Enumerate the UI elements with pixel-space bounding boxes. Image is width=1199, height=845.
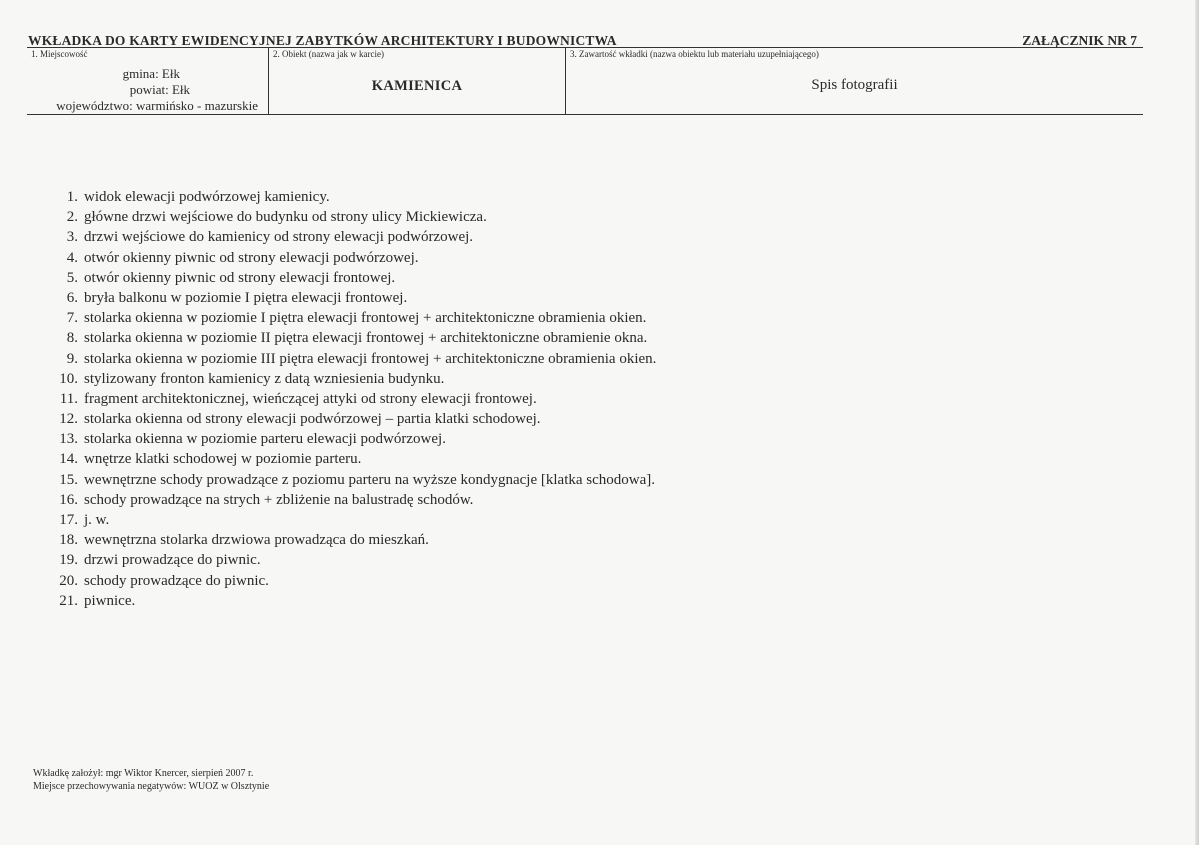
annex-number: ZAŁĄCZNIK NR 7 <box>1022 33 1137 48</box>
list-item <box>44 187 656 207</box>
footer-notes <box>33 767 269 793</box>
list-item <box>44 409 656 429</box>
item-text: otwór okienny piwnic od strony elewacji frontowej. <box>84 269 396 286</box>
list-item <box>44 248 656 268</box>
list-item <box>44 328 656 348</box>
item-text: piwnice. <box>84 592 136 609</box>
location-cell <box>27 48 269 114</box>
item-text: stolarka okienna od strony elewacji podwórzowej – partia klatki schodowej. <box>84 411 541 428</box>
item-text: drzwi prowadzące do piwnic. <box>84 552 261 569</box>
item-number: 7. <box>66 310 78 327</box>
item-text: wewnętrzne schody prowadzące z poziomu parteru na wyższe kondygnacje [klatka schodowa]. <box>84 471 656 488</box>
list-item <box>44 207 656 227</box>
item-text: j. w. <box>84 512 110 528</box>
list-item <box>44 550 656 570</box>
negatives-location-note: Miejsce przechowywania negatywów: WUOZ w Olsztynie <box>33 781 270 792</box>
object-cell <box>269 48 566 114</box>
gmina-value: gmina: Ełk <box>122 66 180 81</box>
content-name: Spis fotografii <box>811 77 898 93</box>
list-item <box>44 369 656 389</box>
item-text: stolarka okienna w poziomie II piętra elewacji frontowej + architektoniczne obramienie okna. <box>84 330 648 347</box>
item-text: schody prowadzące do piwnic. <box>84 572 269 589</box>
list-item <box>44 308 656 328</box>
item-text: bryła balkonu w poziomie I piętra elewacji frontowej. <box>84 289 408 306</box>
item-text: wewnętrzna stolarka drzwiowa prowadząca do mieszkań. <box>84 532 429 549</box>
item-text: stolarka okienna w poziomie I piętra elewacji frontowej + architektoniczne obramienia okien. <box>84 310 647 327</box>
item-text: stylizowany fronton kamienicy z datą wzniesienia budynku. <box>84 370 445 387</box>
photo-list <box>44 187 656 611</box>
item-number: 6. <box>66 289 78 306</box>
item-number: 3. <box>66 229 78 246</box>
object-name: KAMIENICA <box>371 78 463 94</box>
list-item <box>44 268 656 288</box>
item-number: 10. <box>59 370 78 387</box>
item-number: 18. <box>59 532 78 549</box>
wojewodztwo-value: województwo: warmińsko - mazurskie <box>56 98 258 113</box>
list-item <box>44 429 656 449</box>
list-item <box>44 571 656 591</box>
item-text: schody prowadzące na strych + zbliżenie na balustradę schodów. <box>84 491 474 508</box>
header-table <box>27 47 1143 115</box>
list-item <box>44 510 656 530</box>
item-number: 11. <box>59 390 78 407</box>
item-number: 20. <box>59 572 78 589</box>
scan-edge-shadow <box>1195 0 1199 845</box>
item-number: 15. <box>59 471 78 488</box>
list-item <box>44 349 656 369</box>
content-label: 3. Zawartość wkładki (nazwa obiektu lub materiału uzupełniającego) <box>570 49 819 59</box>
item-number: 9. <box>66 350 78 367</box>
item-number: 5. <box>66 269 78 286</box>
item-text: fragment architektonicznej, wieńczącej attyki od strony elewacji frontowej. <box>84 390 537 407</box>
item-text: wnętrze klatki schodowej w poziomie parteru. <box>84 451 362 468</box>
item-number: 12. <box>59 411 78 428</box>
item-text: otwór okienny piwnic od strony elewacji podwórzowej. <box>84 249 419 266</box>
item-text: drzwi wejściowe do kamienicy od strony elewacji podwórzowej. <box>84 229 474 246</box>
list-item <box>44 591 656 611</box>
item-number: 21. <box>59 592 78 609</box>
item-number: 17. <box>59 512 78 528</box>
list-item <box>44 490 656 510</box>
item-text: stolarka okienna w poziomie III piętra elewacji frontowej + architektoniczne obramienia okien. <box>84 350 657 367</box>
content-cell <box>566 48 1143 114</box>
list-item <box>44 470 656 490</box>
item-number: 14. <box>59 451 78 468</box>
object-label: 2. Obiekt (nazwa jak w karcie) <box>273 49 384 59</box>
item-number: 16. <box>59 491 78 508</box>
item-number: 2. <box>66 209 78 226</box>
item-number: 8. <box>66 330 78 347</box>
item-number: 1. <box>66 189 78 205</box>
list-item <box>44 389 656 409</box>
list-item <box>44 449 656 469</box>
document-title: WKŁADKA DO KARTY EWIDENCYJNEJ ZABYTKÓW ARCHITEKTURY I BUDOWNICTWA <box>28 33 617 48</box>
item-number: 4. <box>66 249 78 266</box>
item-text: widok elewacji podwórzowej kamienicy. <box>84 189 330 205</box>
list-item <box>44 288 656 308</box>
list-item <box>44 530 656 550</box>
author-note: Wkładkę założył: mgr Wiktor Knercer, sierpień 2007 r. <box>33 768 254 779</box>
item-text: stolarka okienna w poziomie parteru elewacji podwórzowej. <box>84 431 446 448</box>
powiat-value: powiat: Ełk <box>129 82 190 97</box>
item-number: 13. <box>59 431 78 448</box>
item-number: 19. <box>59 552 78 569</box>
list-item <box>44 227 656 247</box>
item-text: główne drzwi wejściowe do budynku od strony ulicy Mickiewicza. <box>84 209 487 226</box>
location-label: 1. Miejscowość <box>31 49 88 59</box>
